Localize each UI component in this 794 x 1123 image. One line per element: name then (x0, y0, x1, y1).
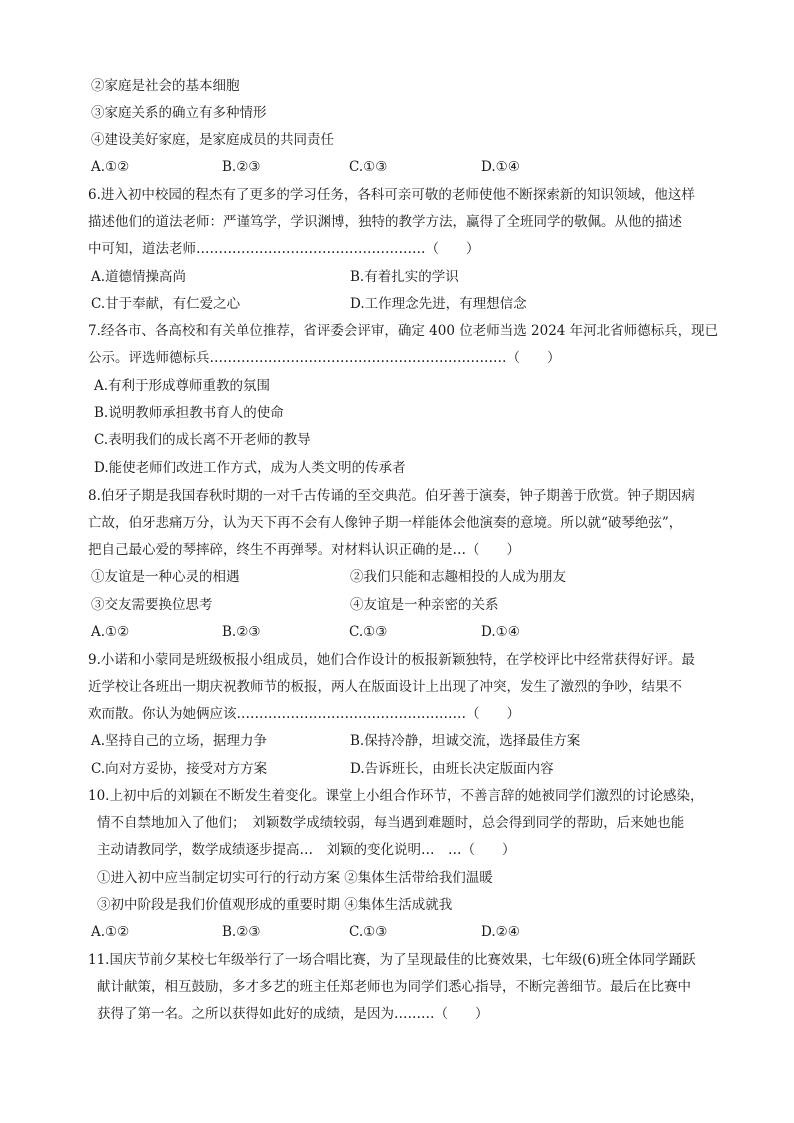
q10-option-c: C.①③ (349, 924, 388, 940)
q8-option-d: D.①④ (481, 624, 520, 640)
q7-option-a: A.有利于形成尊师重教的氛围 (94, 378, 271, 394)
q8-stem-line-3: 把自己最心爱的琴摔碎，终生不再弹琴。对材料认识正确的是…（ ） (88, 542, 520, 558)
q6-option-a: A.道德情操高尚 (91, 269, 187, 285)
q7-option-b: B.说明教师承担教书育人的使命 (94, 405, 284, 421)
q5-item-2: ②家庭是社会的基本细胞 (91, 78, 240, 94)
q9-option-b: B.保持冷静，坦诚交流，选择最佳方案 (350, 733, 581, 749)
q10-item-line-2: ③初中阶段是我们价值观形成的重要时期 ④集体生活成就我 (97, 897, 453, 913)
q8-item-2: ②我们只能和志趣相投的人成为朋友 (350, 569, 566, 585)
q8-option-a: A.①② (91, 624, 130, 640)
q6-option-c: C.甘于奉献，有仁爱之心 (91, 296, 241, 312)
q5-item-3: ③家庭关系的确立有多种情形 (91, 105, 267, 121)
q5-item-4: ④建设美好家庭，是家庭成员的共同责任 (91, 132, 334, 148)
q11-stem-line-3: 获得了第一名。之所以获得如此好的成绩，是因为………（ ） (97, 1006, 489, 1022)
q6-option-d: D.工作理念先进，有理想信念 (350, 296, 527, 312)
q8-item-3: ③交友需要换位思考 (91, 597, 213, 613)
q7-stem-line-1: 7.经各市、各高校和有关单位推荐，省评委会评审，确定 400 位老师当选 2024 年河北省师德标兵，现已 (88, 323, 719, 339)
q11-stem-line-2: 献计献策，相互鼓励，多才多艺的班主任郑老师也为同学们悉心指导，不断完善细节。最后在比赛中 (97, 979, 691, 995)
q7-option-d: D.能使老师们改进工作方式，成为人类文明的传承者 (94, 460, 406, 476)
q9-stem-line-3: 欢而散。你认为她俩应该……………………………………………（ ） (88, 706, 520, 722)
q10-option-d: D.②④ (481, 924, 520, 940)
q6-stem-line-3: 中可知，道法老师……………………………………………（ ） (88, 241, 480, 257)
q6-stem-line-2: 描述他们的道法老师：严谨笃学，学识渊博，独特的教学方法，赢得了全班同学的敬佩。从他的描述 (88, 214, 682, 230)
q5-option-c: C.①③ (349, 159, 388, 175)
q9-option-a: A.坚持自己的立场，据理力争 (91, 733, 268, 749)
q10-option-a: A.①② (91, 924, 130, 940)
q11-stem-line-1: 11.国庆节前夕某校七年级举行了一场合唱比赛，为了呈现最佳的比赛效果，七年级(6)班全体同学踊跃 (88, 952, 696, 968)
q6-stem-line-1: 6.进入初中校园的程杰有了更多的学习任务，各科可亲可敬的老师使他不断探索新的知识领域，他这样 (88, 187, 695, 203)
q9-option-d: D.告诉班长，由班长决定版面内容 (350, 761, 554, 777)
q5-option-d: D.①④ (481, 159, 520, 175)
q10-item-line-1: ①进入初中应当制定切实可行的行动方案 ②集体生活带给我们温暖 (97, 870, 493, 886)
q5-option-b: B.②③ (222, 159, 261, 175)
q10-option-b: B.②③ (222, 924, 261, 940)
q8-option-c: C.①③ (349, 624, 388, 640)
q8-option-b: B.②③ (222, 624, 261, 640)
q10-stem-line-3: 主动请教同学，数学成绩逐步提高… 刘颖的变化说明… …（ ） (97, 842, 516, 858)
q6-option-b: B.有着扎实的学识 (350, 269, 459, 285)
q8-item-4: ④友谊是一种亲密的关系 (350, 597, 499, 613)
q7-stem-line-2: 公示。评选师德标兵…………………………………………………………（ ） (88, 350, 561, 366)
q5-option-a: A.①② (91, 159, 130, 175)
q8-stem-line-2: 亡故，伯牙悲痛万分，认为天下再不会有人像钟子期一样能体会他演奏的意境。所以就“破琴绝弦”， (88, 515, 683, 531)
q7-option-c: C.表明我们的成长离不开老师的教导 (94, 432, 311, 448)
q9-stem-line-2: 近学校让各班出一期庆祝教师节的板报，两人在版面设计上出现了冲突，发生了激烈的争吵，结果不 (88, 679, 682, 695)
q8-item-1: ①友谊是一种心灵的相遇 (91, 569, 240, 585)
q10-stem-line-2: 情不自禁地加入了他们； 刘颖数学成绩较弱，每当遇到难题时，总会得到同学的帮助，后来她也能 (97, 815, 685, 831)
q9-stem-line-1: 9.小诺和小蒙同是班级板报小组成员，她们合作设计的板报新颖独特，在学校评比中经常获得好评。最 (88, 652, 695, 668)
q10-stem-line-1: 10.上初中后的刘颖在不断发生着变化。课堂上小组合作环节，不善言辞的她被同学们激烈的讨论感染， (88, 788, 704, 804)
q9-option-c: C.向对方妥协，接受对方方案 (91, 761, 268, 777)
q8-stem-line-1: 8.伯牙子期是我国春秋时期的一对千古传诵的至交典范。伯牙善于演奏，钟子期善于欣赏。钟子期因病 (88, 488, 695, 504)
